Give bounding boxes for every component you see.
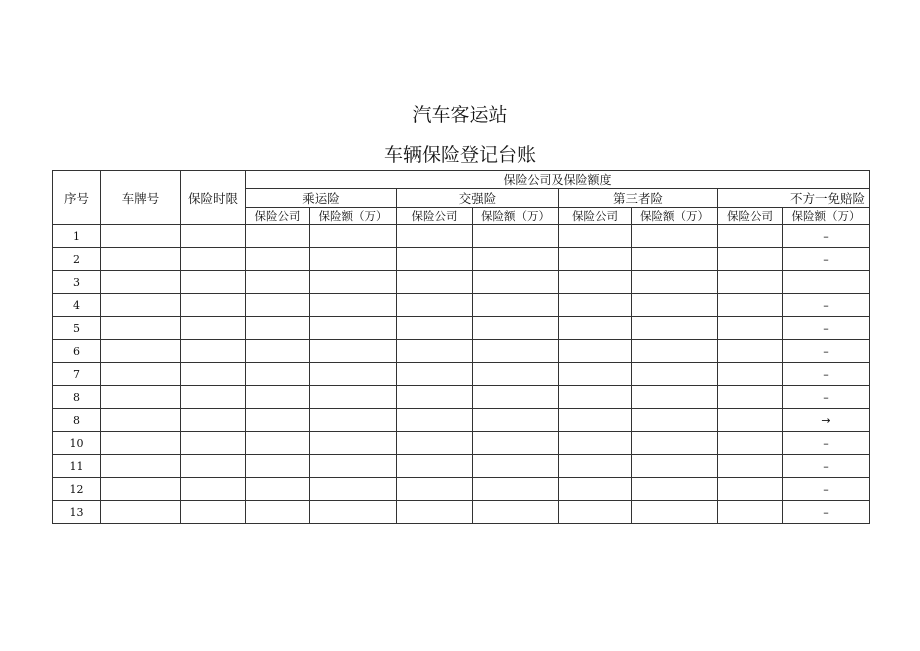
document-subtitle: 车辆保险登记台账	[383, 144, 536, 166]
table-cell[interactable]	[101, 409, 181, 432]
header-type-compulsory: 交强险	[397, 189, 559, 208]
table-cell[interactable]	[181, 317, 246, 340]
table-cell[interactable]	[310, 478, 397, 501]
table-cell[interactable]	[101, 386, 181, 409]
table-row	[53, 271, 870, 294]
table-cell[interactable]	[718, 363, 783, 386]
table-row	[53, 501, 870, 524]
row-number: 11	[53, 455, 101, 478]
table-cell[interactable]	[718, 478, 783, 501]
header-type-third-party: 第三者险	[559, 189, 718, 208]
table-cell[interactable]	[718, 432, 783, 455]
table-row	[53, 478, 870, 501]
table-row	[53, 225, 870, 248]
table-cell[interactable]	[310, 294, 397, 317]
table-cell[interactable]	[559, 432, 632, 455]
sub-company: 保险公司	[718, 208, 783, 225]
row-number: 12	[53, 478, 101, 501]
table-cell[interactable]	[718, 501, 783, 524]
table-cell[interactable]	[101, 271, 181, 294]
table-cell[interactable]	[101, 363, 181, 386]
header-type-deductible: 不方一免赔险	[718, 189, 870, 208]
sub-company: 保险公司	[397, 208, 473, 225]
table-cell[interactable]	[397, 340, 473, 363]
row-number: 4	[53, 294, 101, 317]
table-cell[interactable]	[181, 294, 246, 317]
sub-company: 保险公司	[559, 208, 632, 225]
table-cell[interactable]	[101, 501, 181, 524]
row-deductible-amount[interactable]: –	[783, 478, 870, 501]
table-cell[interactable]	[559, 271, 632, 294]
table-cell[interactable]	[632, 317, 718, 340]
table-cell[interactable]	[397, 363, 473, 386]
table-cell[interactable]	[101, 340, 181, 363]
table-cell[interactable]	[101, 455, 181, 478]
table-cell[interactable]	[246, 317, 310, 340]
row-number: 8	[53, 386, 101, 409]
sub-amount: 保险额（万）	[783, 208, 870, 225]
table-cell[interactable]	[101, 294, 181, 317]
table-row	[53, 409, 870, 432]
table-cell[interactable]	[473, 386, 559, 409]
row-number: 8	[53, 409, 101, 432]
table-cell[interactable]	[559, 455, 632, 478]
row-deductible-amount[interactable]: –	[783, 225, 870, 248]
table-cell[interactable]	[473, 409, 559, 432]
table-cell[interactable]	[559, 225, 632, 248]
table-cell[interactable]	[246, 409, 310, 432]
table-cell[interactable]	[473, 294, 559, 317]
table-row	[53, 248, 870, 271]
table-cell[interactable]	[181, 386, 246, 409]
table-cell[interactable]	[397, 432, 473, 455]
table-cell[interactable]	[397, 455, 473, 478]
table-cell[interactable]	[559, 363, 632, 386]
table-cell[interactable]	[718, 225, 783, 248]
table-cell[interactable]	[718, 409, 783, 432]
row-deductible-amount[interactable]: –	[783, 294, 870, 317]
row-deductible-amount[interactable]: –	[783, 317, 870, 340]
table-cell[interactable]	[310, 501, 397, 524]
table-cell[interactable]	[181, 501, 246, 524]
table-cell[interactable]	[473, 432, 559, 455]
row-deductible-amount[interactable]	[783, 271, 870, 294]
table-cell[interactable]	[718, 317, 783, 340]
table-cell[interactable]	[310, 271, 397, 294]
row-number: 1	[53, 225, 101, 248]
table-cell[interactable]	[632, 501, 718, 524]
table-cell[interactable]	[397, 317, 473, 340]
table-cell[interactable]	[718, 455, 783, 478]
table-cell[interactable]	[559, 386, 632, 409]
table-cell[interactable]	[559, 478, 632, 501]
table-row	[53, 340, 870, 363]
table-cell[interactable]	[632, 409, 718, 432]
table-cell[interactable]	[246, 294, 310, 317]
table-cell[interactable]	[473, 225, 559, 248]
row-number: 3	[53, 271, 101, 294]
table-cell[interactable]	[101, 248, 181, 271]
table-cell[interactable]	[473, 248, 559, 271]
table-cell[interactable]	[310, 455, 397, 478]
header-type-passenger: 乘运险	[246, 189, 397, 208]
table-cell[interactable]	[559, 294, 632, 317]
row-number: 6	[53, 340, 101, 363]
table-cell[interactable]	[718, 386, 783, 409]
table-cell[interactable]	[473, 501, 559, 524]
table-row	[53, 363, 870, 386]
table-cell[interactable]	[246, 248, 310, 271]
table-cell[interactable]	[718, 271, 783, 294]
table-cell[interactable]	[397, 501, 473, 524]
table-cell[interactable]	[246, 225, 310, 248]
row-number: 13	[53, 501, 101, 524]
table-cell[interactable]	[246, 455, 310, 478]
table-cell[interactable]	[397, 271, 473, 294]
table-cell[interactable]	[718, 248, 783, 271]
table-cell[interactable]	[181, 409, 246, 432]
table-cell[interactable]	[246, 363, 310, 386]
row-number: 2	[53, 248, 101, 271]
table-cell[interactable]	[397, 478, 473, 501]
table-cell[interactable]	[473, 317, 559, 340]
sub-amount: 保险额（万）	[473, 208, 559, 225]
table-cell[interactable]	[632, 455, 718, 478]
table-cell[interactable]	[397, 225, 473, 248]
table-cell[interactable]	[397, 248, 473, 271]
table-cell[interactable]	[397, 409, 473, 432]
header-time: 保险时限	[181, 171, 246, 225]
insurance-ledger-table	[52, 170, 870, 524]
row-number: 7	[53, 363, 101, 386]
row-deductible-amount[interactable]: –	[783, 248, 870, 271]
table-cell[interactable]	[181, 478, 246, 501]
row-deductible-amount[interactable]: –	[783, 363, 870, 386]
sub-company: 保险公司	[246, 208, 310, 225]
header-plate: 车牌号	[101, 171, 181, 225]
table-cell[interactable]	[181, 363, 246, 386]
table-cell[interactable]	[246, 271, 310, 294]
table-cell[interactable]	[473, 478, 559, 501]
table-row	[53, 432, 870, 455]
table-cell[interactable]	[473, 340, 559, 363]
table-cell[interactable]	[246, 432, 310, 455]
table-row	[53, 317, 870, 340]
sub-amount: 保险额（万）	[310, 208, 397, 225]
document-title: 汽车客运站	[412, 104, 508, 126]
table-cell[interactable]	[310, 432, 397, 455]
sub-amount: 保险额（万）	[632, 208, 718, 225]
table-cell[interactable]	[181, 432, 246, 455]
table-cell[interactable]	[181, 455, 246, 478]
row-deductible-amount[interactable]: –	[783, 455, 870, 478]
table-cell[interactable]	[310, 248, 397, 271]
table-cell[interactable]	[559, 248, 632, 271]
table-cell[interactable]	[310, 225, 397, 248]
table-cell[interactable]	[246, 386, 310, 409]
table-cell[interactable]	[632, 432, 718, 455]
table-cell[interactable]	[632, 363, 718, 386]
table-cell[interactable]	[101, 317, 181, 340]
table-cell[interactable]	[246, 478, 310, 501]
table-cell[interactable]	[632, 478, 718, 501]
table-cell[interactable]	[473, 455, 559, 478]
table-cell[interactable]	[718, 294, 783, 317]
table-cell[interactable]	[559, 501, 632, 524]
row-deductible-amount[interactable]: –	[783, 432, 870, 455]
table-cell[interactable]	[181, 340, 246, 363]
table-cell[interactable]	[397, 294, 473, 317]
table-cell[interactable]	[310, 340, 397, 363]
table-cell[interactable]	[632, 248, 718, 271]
table-cell[interactable]	[181, 225, 246, 248]
table-cell[interactable]	[473, 271, 559, 294]
table-cell[interactable]	[246, 501, 310, 524]
table-cell[interactable]	[559, 409, 632, 432]
table-row	[53, 294, 870, 317]
table-row	[53, 386, 870, 409]
table-cell[interactable]	[559, 317, 632, 340]
table-row	[53, 455, 870, 478]
table-cell[interactable]	[246, 340, 310, 363]
table-cell[interactable]	[632, 386, 718, 409]
table-cell[interactable]	[101, 432, 181, 455]
table-cell[interactable]	[473, 363, 559, 386]
table-cell[interactable]	[632, 225, 718, 248]
table-cell[interactable]	[559, 340, 632, 363]
table-cell[interactable]	[310, 363, 397, 386]
table-cell[interactable]	[310, 409, 397, 432]
table-cell[interactable]	[397, 386, 473, 409]
table-cell[interactable]	[101, 478, 181, 501]
header-seq: 序号	[53, 171, 101, 225]
row-deductible-amount[interactable]: –	[783, 386, 870, 409]
table-cell[interactable]	[181, 271, 246, 294]
table-cell[interactable]	[310, 386, 397, 409]
row-deductible-amount[interactable]: –	[783, 501, 870, 524]
table-cell[interactable]	[310, 317, 397, 340]
table-cell[interactable]	[181, 248, 246, 271]
header-group: 保险公司及保险额度	[246, 171, 870, 189]
table-cell[interactable]	[632, 271, 718, 294]
row-number: 5	[53, 317, 101, 340]
table-cell[interactable]	[632, 340, 718, 363]
row-number: 10	[53, 432, 101, 455]
table-cell[interactable]	[632, 294, 718, 317]
row-deductible-amount[interactable]: →	[783, 409, 870, 432]
table-cell[interactable]	[101, 225, 181, 248]
row-deductible-amount[interactable]: –	[783, 340, 870, 363]
table-cell[interactable]	[718, 340, 783, 363]
